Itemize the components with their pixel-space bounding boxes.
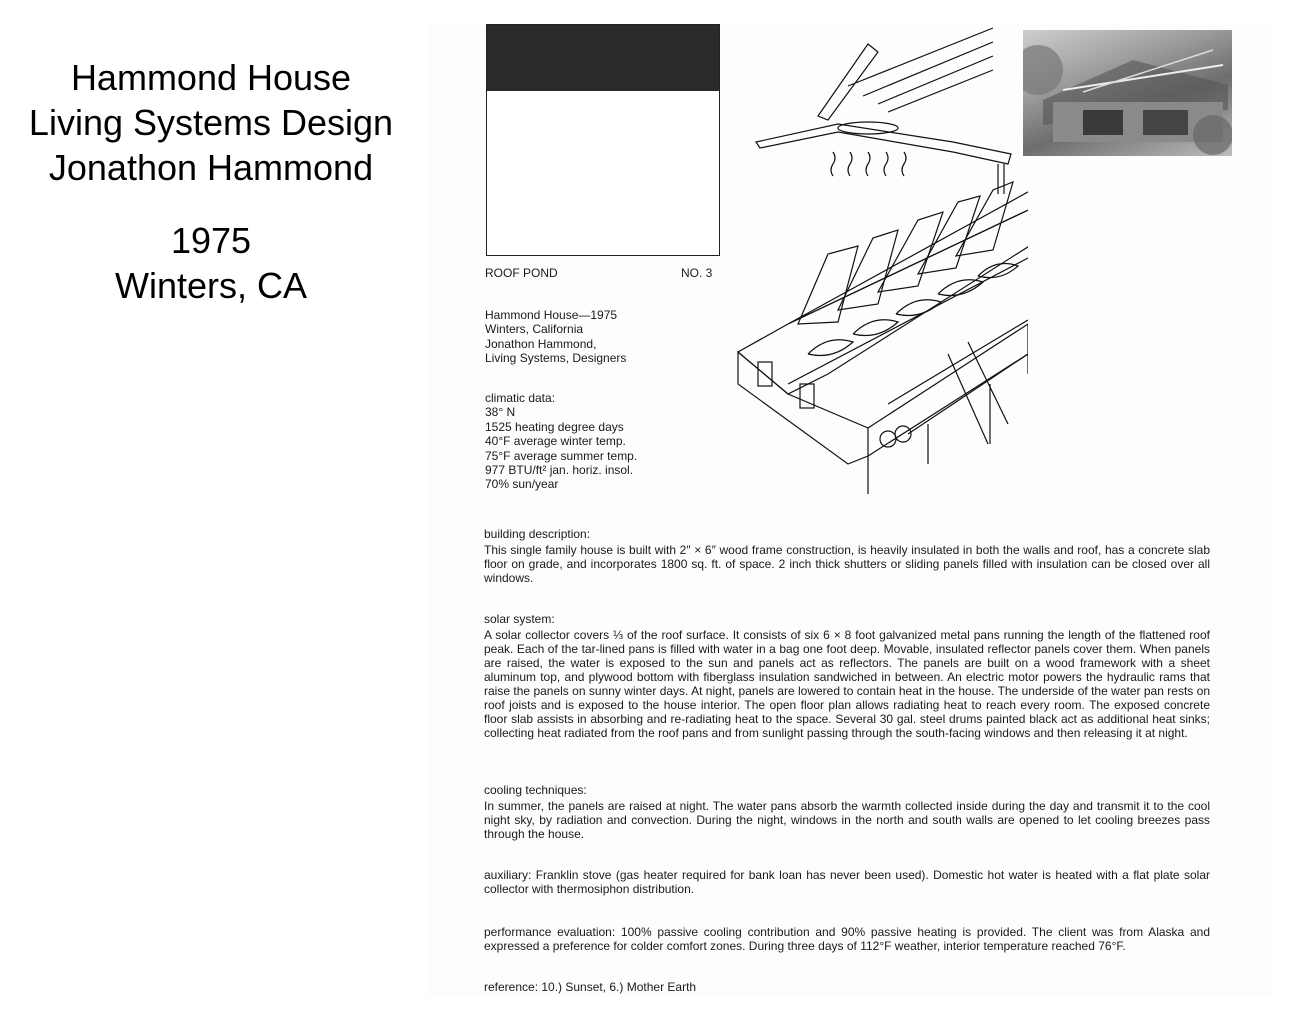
credits-block xyxy=(485,308,626,366)
sheet-number: NO. 3 xyxy=(681,266,713,280)
performance-evaluation: performance evaluation: 100% passive cooling contribution and 90% passive heating is provided. The client was from Alaska and expressed a preference for colder comfort zones. During three days of 112°F weather, interior temperature reached 76°F. xyxy=(484,925,1210,953)
climatic-line: 75°F average summer temp. xyxy=(485,448,638,463)
auxiliary-text: auxiliary: Franklin stove (gas heater required for bank loan has never been used). Domestic hot water is heated with a flat plate solar collector with thermosiphon distribution. xyxy=(484,868,1210,896)
building-description: This single family house is built with 2″ × 6″ wood frame construction, is heavily insulated in both the walls and roof, has a concrete slab floor on grade, and incorporates 1800 sq. ft. of space. 2 inch thick shutters or sliding panels filled with insulation can be closed over all windows. xyxy=(484,543,1210,585)
solar-description: A solar collector covers ⅓ of the roof surface. It consists of six 6 × 8 foot galvanized metal pans running the length of the flattened roof peak. Each of the tar-lined pans is filled with water in a bag one foot deep. Movable, insulated reflector panels cover them. When panels are raised, the water is exposed to the sun and panels act as reflectors. The panels are built on a wood framework with a sheet aluminum top, and plywood bottom with fiberglass insulation sandwiched in between. An electric motor powers the hydraulic rams that raise the panels on sunny winter days. At night, panels are lowered to contain heat in the house. The underside of the water pan rests on roof joists and is exposed to the house interior. The open floor plan allows radiating heat to reach every room. The exposed concrete floor slab assists in absorbing and re-radiating heat to the space. Several 30 gal. steel drums painted black act as additional heat sinks; collecting heat radiated from the roof pans and from sunlight passing through the south-facing windows and then releasing it at night. xyxy=(484,628,1210,740)
climatic-line: 70% sun/year xyxy=(485,477,559,492)
reference-text: reference: 10.) Sunset, 6.) Mother Earth xyxy=(484,980,697,994)
building-heading: building description: xyxy=(484,527,591,541)
credit-line: Winters, California xyxy=(485,322,584,337)
credit-line: Jonathon Hammond, xyxy=(485,336,597,351)
climatic-line: 38° N xyxy=(485,405,516,420)
climatic-data xyxy=(485,391,637,492)
title-line-location: Winters, CA xyxy=(114,265,308,306)
house-isometric-drawing xyxy=(728,24,1028,509)
solar-heading: solar system: xyxy=(484,612,555,626)
credit-line: Living Systems, Designers xyxy=(485,351,627,366)
title-line-house: Hammond House xyxy=(70,57,352,98)
climatic-line: 1525 heating degree days xyxy=(485,419,624,434)
category-swatch xyxy=(486,24,720,256)
title-line-designer: Jonathon Hammond xyxy=(48,147,374,188)
cooling-heading: cooling techniques: xyxy=(484,783,587,797)
house-photo-image xyxy=(1023,30,1232,156)
slide-title xyxy=(0,55,422,308)
category-label: ROOF POND xyxy=(485,266,558,280)
title-line-firm: Living Systems Design xyxy=(28,102,394,143)
title-line-year: 1975 xyxy=(170,220,252,261)
climatic-line: 977 BTU/ft² jan. horiz. insol. xyxy=(485,463,634,478)
climatic-line: 40°F average winter temp. xyxy=(485,434,626,449)
cooling-description: In summer, the panels are raised at night. The water pans absorb the warmth collected inside during the day and transmit it to the cool night sky, by radiation and convection. During the night, windows in the north and south walls are opened to let cooling breezes pass through the house. xyxy=(484,799,1210,841)
climatic-heading: climatic data: xyxy=(485,391,556,405)
credit-line: Hammond House—1975 xyxy=(485,308,618,322)
house-photo xyxy=(1023,30,1232,156)
